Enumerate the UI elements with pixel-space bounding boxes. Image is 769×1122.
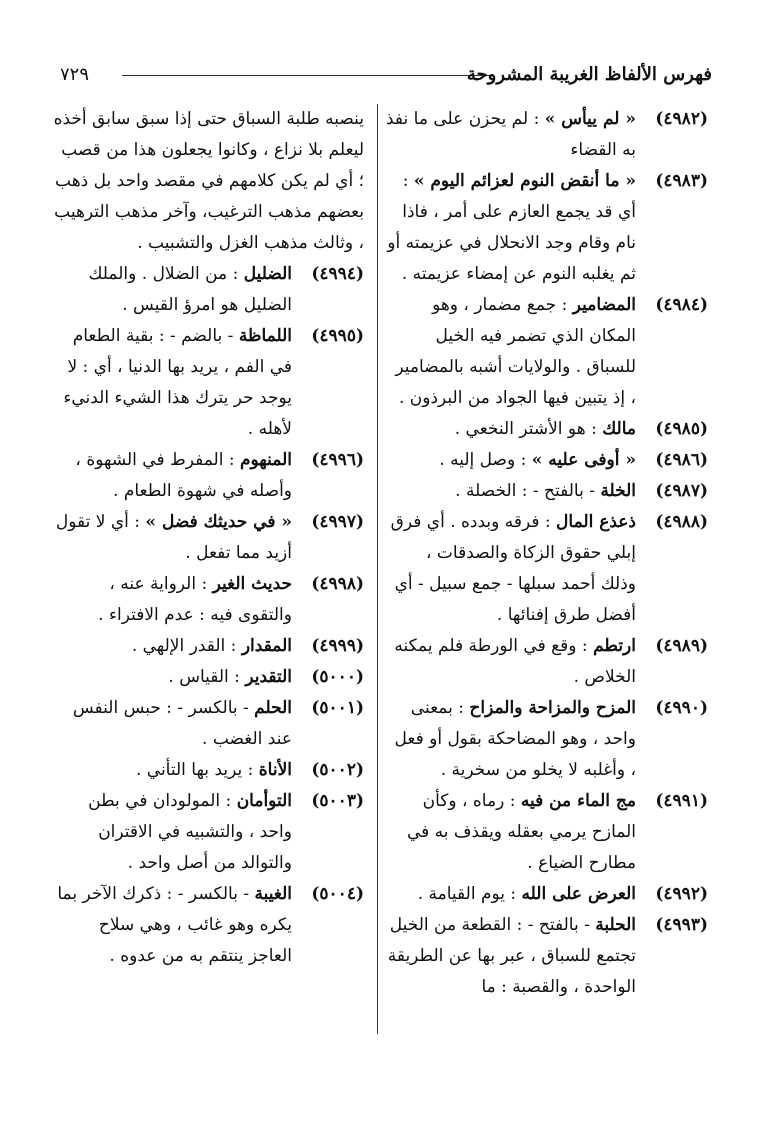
entry-definition: : وصل إليه . <box>439 450 527 470</box>
entry-number: (٤٩٨٧) <box>655 481 708 501</box>
glossary-entry <box>52 879 364 972</box>
page-number: ٧٢٩ <box>60 64 90 85</box>
entry-definition: - بالفتح - : القطعة من الخيل تجتمع للسباق ، عبر بها عن الطريقة الواحدة ، والقصبة : ما <box>387 915 636 997</box>
entry-headword: الحلم <box>254 698 292 718</box>
entry-definition: - بالكسر - : ذكرك الآخر بما يكره وهو غائب ، وهي سلاح العاجز ينتقم به من عدوه . <box>57 884 292 966</box>
entry-number: (٤٩٩١) <box>655 791 708 811</box>
entry-definition: : أي لا تقول أزيد مما تفعل . <box>55 512 292 563</box>
glossary-entry <box>386 693 708 786</box>
entry-headword: التوأمان <box>236 791 292 811</box>
entry-definition: - بالفتح - : الخصلة . <box>455 481 595 501</box>
entry-headword: الحلبة <box>595 915 636 935</box>
entry-definition: : يريد بها التأني . <box>135 760 254 780</box>
glossary-entry <box>386 290 708 414</box>
entry-number: (٤٩٨٨) <box>655 512 708 532</box>
glossary-entry <box>386 104 708 166</box>
entry-definition: : المفرط في الشهوة ، وأصله في شهوة الطعام . <box>75 450 292 501</box>
entry-number: (٤٩٨٩) <box>655 636 708 656</box>
entry-definition: : لم يحزن على ما نفذ به القضاء <box>386 109 636 160</box>
glossary-entry <box>52 507 364 569</box>
entry-headword: الضليل <box>243 264 292 284</box>
entry-headword: الأناة <box>258 760 292 780</box>
entry-headword: ارتطم <box>593 636 636 656</box>
glossary-entry <box>386 166 708 290</box>
entry-number: (٥٠٠٠) <box>311 667 364 687</box>
entry-headword: الخلة <box>600 481 636 501</box>
right-column <box>386 104 708 1003</box>
entry-number: (٤٩٩٣) <box>655 915 708 935</box>
entry-headword: المضامير <box>572 295 636 315</box>
glossary-entry <box>52 321 364 445</box>
entry-definition: : فرقه وبدده . أي فرق إبلي حقوق الزكاة والصدقات ، وذلك أحمد سبلها - جمع سبيل - أي أفضل طرق إفنائها . <box>390 512 636 625</box>
running-title: فهرس الألفاظ الغريبة المشروحة <box>466 64 712 85</box>
glossary-entry <box>386 631 708 693</box>
left-column <box>52 104 364 972</box>
entry-headword: « لم ييأس » <box>544 109 636 129</box>
entry-headword: مج الماء من فيه <box>520 791 636 811</box>
entry-headword: المقدار <box>241 636 292 656</box>
glossary-entry <box>386 879 708 910</box>
entry-definition: : وقع في الورطة فلم يمكنه الخلاص . <box>394 636 636 687</box>
entry-definition: : من الضلال . والملك الضليل هو امرؤ القيس . <box>88 264 292 315</box>
entry-definition: : القياس . <box>168 667 240 687</box>
glossary-entry <box>386 786 708 879</box>
entry-definition: - بالكسر - : حبس النفس عند الغضب . <box>72 698 292 749</box>
entry-number: (٤٩٩٥) <box>311 326 364 346</box>
glossary-entry <box>52 755 364 786</box>
entry-number: (٤٩٩٩) <box>311 636 364 656</box>
entry-definition: : جمع مضمار ، وهو المكان الذي تضمر فيه الخيل للسباق . والولايات أشبه بالمضامير ، إذ يتبين فيها الجواد من البرذون . <box>395 295 636 408</box>
entry-headword: المنهوم <box>239 450 292 470</box>
glossary-entry <box>52 569 364 631</box>
entry-definition: : أي قد يجمع العازم على أمر ، فاذا نام وقام وجد الانحلال في عزيمته أو ثم يغلبه النوم عن إمضاء عزيمته . <box>387 171 636 284</box>
entry-number: (٤٩٩٠) <box>655 698 708 718</box>
entry-number: (٤٩٩٨) <box>311 574 364 594</box>
entry-headword: « ما أنقض النوم لعزائم اليوم » <box>413 171 636 191</box>
glossary-entry <box>52 786 364 879</box>
entry-definition: : القدر الإلهي . <box>131 636 237 656</box>
entry-number: (٤٩٨٦) <box>655 450 708 470</box>
column-divider <box>377 104 378 1034</box>
entry-number: (٤٩٩٦) <box>311 450 364 470</box>
entry-headword: ذعذع المال <box>556 512 636 532</box>
entry-headword: الغيبة <box>254 884 292 904</box>
entry-number: (٤٩٨٣) <box>655 171 708 191</box>
continued-definition: ينصبه طلبة السباق حتى إذا سبق سابق أخذه ليعلم بلا نزاع ، وكانوا يجعلون هذا من قصب ؛ أي لم يكن كلامهم في مقصد واحد بل ذهب بعضهم مذهب الترغيب، وآخر مذهب الترهيب ، وثالث مذهب الغزل والتشبيب . <box>53 109 364 253</box>
glossary-entry <box>52 662 364 693</box>
entry-number: (٤٩٨٢) <box>655 109 708 129</box>
entry-headword: مالك <box>602 419 636 439</box>
entry-definition: - بالضم - : بقية الطعام في الفم ، يريد بها الدنيا ، أي : لا يوجد حر يترك هذا الشيء الدنيء لأهله . <box>63 326 292 439</box>
entry-number: (٥٠٠٤) <box>311 884 364 904</box>
glossary-entry <box>52 631 364 662</box>
entry-headword: المزح والمزاحة والمزاح <box>469 698 636 718</box>
glossary-entry <box>52 259 364 321</box>
glossary-entry <box>386 414 708 445</box>
glossary-entry <box>386 910 708 1003</box>
entry-number: (٤٩٩٢) <box>655 884 708 904</box>
glossary-entry <box>386 445 708 476</box>
entry-headword: « في حديثك فضل » <box>145 512 292 532</box>
entry-definition: : هو الأشتر النخعي . <box>454 419 597 439</box>
entry-definition: : يوم القيامة . <box>417 884 517 904</box>
entry-headword: حديث الغير <box>212 574 292 594</box>
glossary-entry <box>386 476 708 507</box>
entry-number: (٥٠٠٢) <box>311 760 364 780</box>
entry-number: (٥٠٠٣) <box>311 791 364 811</box>
entry-definition: : بمعنى واحد ، وهو المضاحكة بقول أو فعل ، وأغلبه لا يخلو من سخرية . <box>394 698 636 780</box>
entry-headword: « أوفى عليه » <box>531 450 636 470</box>
entry-number: (٤٩٨٥) <box>655 419 708 439</box>
glossary-entry <box>52 693 364 755</box>
glossary-entry <box>52 445 364 507</box>
page-header <box>52 62 712 92</box>
entry-definition: : الرواية عنه ، والتقوى فيه : عدم الافتراء . <box>98 574 292 625</box>
entry-definition: : المولودان في بطن واحد ، والتشبيه في الاقتران والتوالد من أصل واحد . <box>88 791 292 873</box>
entry-number: (٥٠٠١) <box>311 698 364 718</box>
glossary-entry <box>386 507 708 631</box>
entry-definition: : رماه ، وكأن المازح يرمي بعقله ويقذف به في مطارح الضياع . <box>406 791 636 873</box>
entry-headword: اللماظة <box>238 326 292 346</box>
header-rule <box>122 75 490 76</box>
entry-number: (٤٩٩٤) <box>311 264 364 284</box>
entry-number: (٤٩٩٧) <box>311 512 364 532</box>
entry-headword: العرض على الله <box>521 884 636 904</box>
entry-headword: التقدير <box>245 667 292 687</box>
entry-number: (٤٩٨٤) <box>655 295 708 315</box>
